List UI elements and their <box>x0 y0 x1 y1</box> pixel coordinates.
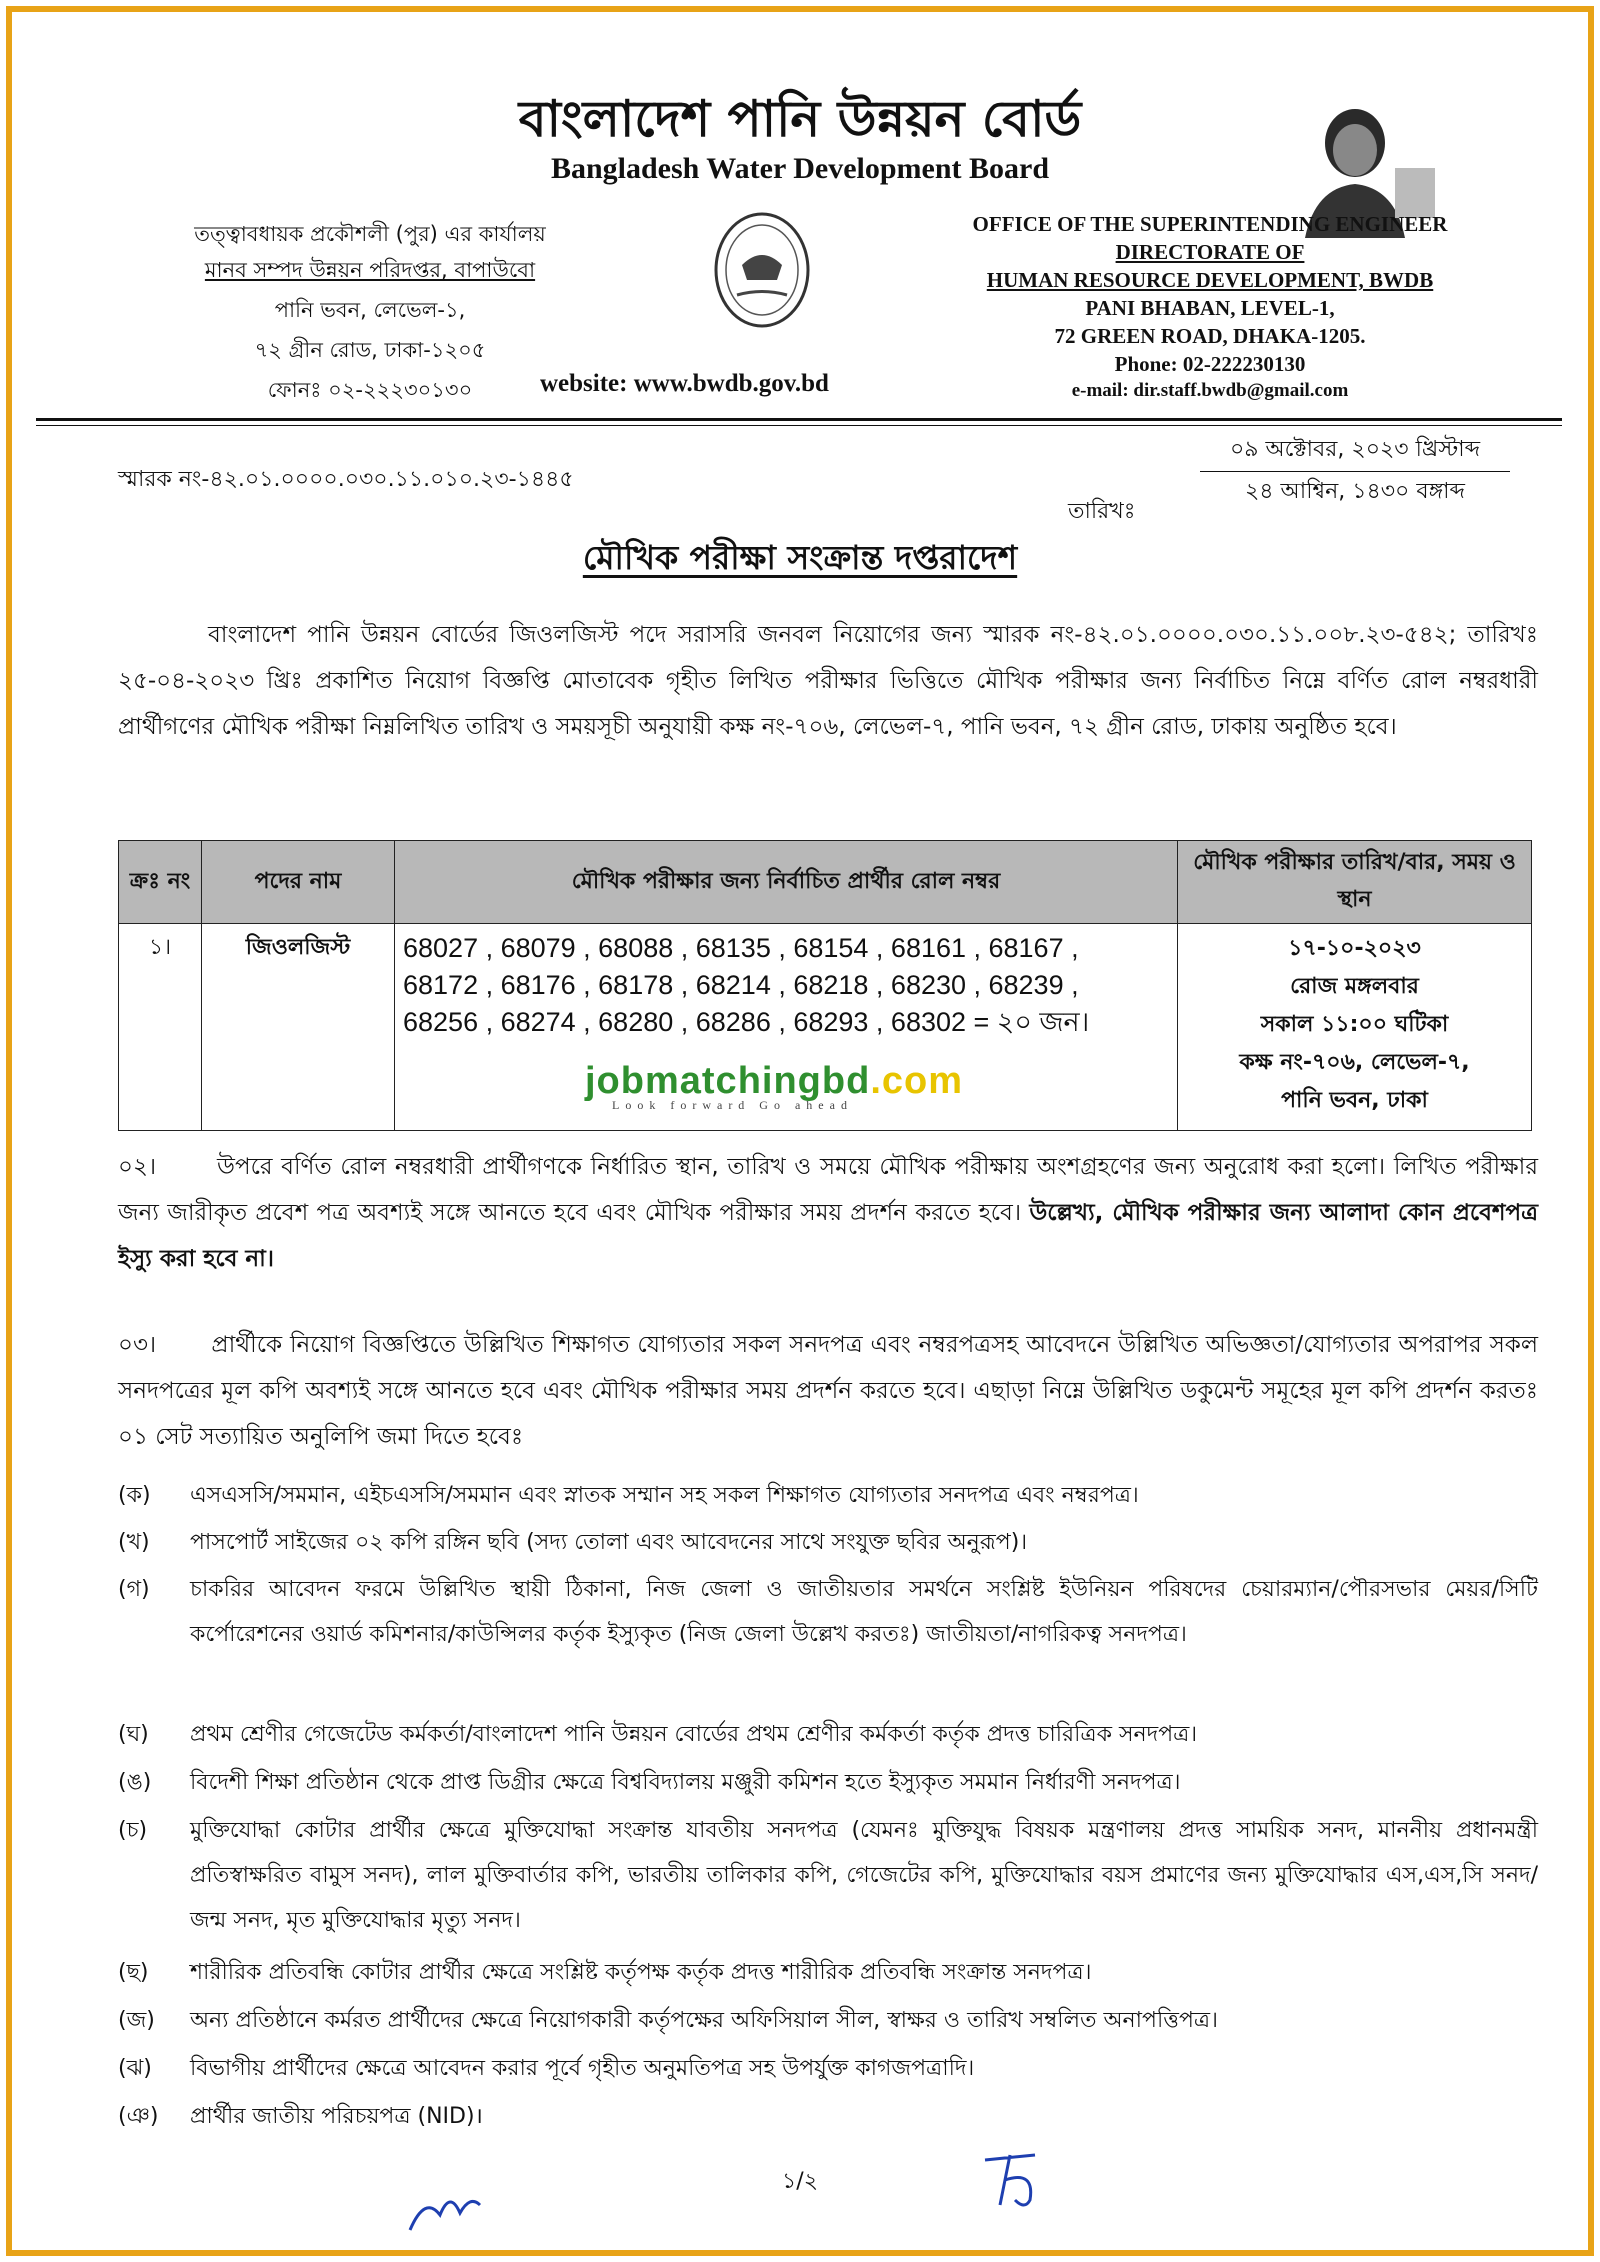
col-serial: ক্রঃ নং <box>119 841 202 924</box>
schedule-place: পানি ভবন, ঢাকা <box>1281 1088 1428 1113</box>
roll-line: 68256 , 68274 , 68280 , 68286 , 68293 , 68302 = ২০ জন। <box>403 1007 1090 1037</box>
list-item: (ছ) শারীরিক প্রতিবন্ধি কোটার প্রার্থীর ক্ষেত্রে সংশ্লিষ্ট কর্তৃপক্ষ কর্তৃক প্রদত্ত শারীরিক প্রতিবন্ধি সংক্রান্ত সনদপত্র। <box>118 1960 1092 1985</box>
list-item: (ঞ) প্রার্থীর জাতীয় পরিচয়পত্র (NID)। <box>118 2104 483 2129</box>
list-item: (চ) মুক্তিযোদ্ধা কোটার প্রার্থীর ক্ষেত্রে মুক্তিযোদ্ধা সংক্রান্ত যাবতীয় সনদপত্র (যেমনঃ মুক্তিযুদ্ধ বিষয়ক মন্ত্রণালয় প্রদত্ত সাময়িক সনদ, মাননীয় প্রধানমন্ত্রী প্রতিস্বাক্ষরিত বামুস সনদ), লাল মুক্তিবার্তার কপি, ভারতীয় তালিকার কপি, গেজেটের কপি, মুক্তিযোদ্ধার বয়স প্রমাণের জন্য মুক্তিযোদ্ধার এস,এস,সি সনদ/জন্ম সনদ, মৃত মুক্তিযোদ্ধার মৃত্যু সনদ। <box>118 1818 1538 1933</box>
list-item: (খ) পাসপোর্ট সাইজের ০২ কপি রঙ্গিন ছবি (সদ্য তোলা এবং আবেদনের সাথে সংযুক্ত ছবির অনুরূপ)। <box>118 1530 1028 1555</box>
org-name-bn: বাংলাদেশ পানি উন্নয়ন বোর্ড <box>518 90 1082 148</box>
road-en: 72 GREEN ROAD, DHAKA-1205. <box>1054 324 1366 348</box>
watermark-logo: jobmatchingbd.com <box>585 1060 964 1102</box>
building-bn: পানি ভবন, লেভেল-১, <box>274 298 466 322</box>
paragraph-3: ০৩। প্রার্থীকে নিয়োগ বিজ্ঞপ্তিতে উল্লিখিত শিক্ষাগত যোগ্যতার সকল সনদপত্র এবং নম্বরপত্রসহ আবেদনে উল্লিখিত অভিজ্ঞতা/যোগ্যতার অপরাপর সকল সনদপত্রের মূল কপি অবশ্যই সঙ্গে আনতে হবে এবং মৌখিক পরীক্ষার সময় প্রদর্শন করতে হবে। এছাড়া নিম্নে উল্লিখিত ডকুমেন্ট সমূহের মূল কপি প্রদর্শন করতঃ ০১ সেট সত্যায়িত অনুলিপি জমা দিতে হবেঃ <box>118 1332 1538 1450</box>
date-bangla: ২৪ আশ্বিন, ১৪৩০ বঙ্গাব্দ <box>1244 479 1466 504</box>
road-bn: ৭২ গ্রীন রোড, ঢাকা-১২০৫ <box>254 338 486 362</box>
intro-paragraph: বাংলাদেশ পানি উন্নয়ন বোর্ডের জিওলজিস্ট পদে সরাসরি জনবল নিয়োগের জন্য স্মারক নং-৪২.০১.০০০০.০৩০.১১.০০৮.২৩-৫৪২; তারিখঃ ২৫-০৪-২০২৩ খ্রিঃ প্রকাশিত নিয়োগ বিজ্ঞপ্তি মোতাবেক গৃহীত লিখিত পরীক্ষার ভিত্তিতে মৌখিক পরীক্ষার জন্য নির্বাচিত নিম্নে বর্ণিত রোল নম্বরধারী প্রার্থীগণের মৌখিক পরীক্ষা নিম্নলিখিত তারিখ ও সময়সূচী অনুযায়ী কক্ষ নং-৭০৬, লেভেল-৭, পানি ভবন, ৭২ গ্রীন রোড, ঢাকায় অনুষ্ঠিত হবে। <box>118 622 1538 740</box>
paragraph-2: ০২। উপরে বর্ণিত রোল নম্বরধারী প্রার্থীগণকে নির্ধারিত স্থান, তারিখ ও সময়ে মৌখিক পরীক্ষায় অংশগ্রহণের জন্য অনুরোধ করা হলো। লিখিত পরীক্ষার জন্য জারীকৃত প্রবেশ পত্র অবশ্যই সঙ্গে আনতে হবে এবং মৌখিক পরীক্ষার সময় প্রদর্শন করতে হবে। উল্লেখ্য, মৌখিক পরীক্ষার জন্য আলাদা কোন প্রবেশপত্র ইস্যু করা হবে না। <box>118 1154 1539 1272</box>
cell-post: জিওলজিস্ট <box>202 924 395 1131</box>
schedule-time: সকাল ১১:০০ ঘটিকা <box>1260 1012 1449 1037</box>
list-item: (ক) এসএসসি/সমমান, এইচএসসি/সমমান এবং স্নাতক সম্মান সহ সকল শিক্ষাগত যোগ্যতার সনদপত্র এবং নম্বরপত্র। <box>118 1483 1139 1508</box>
col-roll: মৌখিক পরীক্ষার জন্য নির্বাচিত প্রার্থীর রোল নম্বর <box>395 841 1178 924</box>
signature-icon <box>975 2140 1055 2210</box>
cell-serial: ১। <box>119 924 202 1131</box>
header-rule <box>36 418 1562 421</box>
page-title: মৌখিক পরীক্ষা সংক্রান্ত দপ্তরাদেশ <box>582 538 1018 577</box>
roll-line: 68027 , 68079 , 68088 , 68135 , 68154 , 68161 , 68167 , <box>403 933 1079 963</box>
watermark-tagline: Look forward Go ahead <box>612 1098 853 1112</box>
org-name-en: Bangladesh Water Development Board <box>550 152 1050 185</box>
schedule-date: ১৭-১০-২০২৩ <box>1288 936 1421 961</box>
hrd-en: HUMAN RESOURCE DEVELOPMENT, BWDB <box>986 268 1434 292</box>
phone-bn: ফোনঃ ০২-২২২৩০১৩০ <box>267 378 473 402</box>
phone-en: Phone: 02-222230130 <box>1114 352 1306 376</box>
memo-number: স্মারক নং-৪২.০১.০০০০.০৩০.১১.০১০.২৩-১৪৪৫ <box>118 467 574 492</box>
table-header-row <box>119 841 1532 924</box>
office-name-en: OFFICE OF THE SUPERINTENDING ENGINEER <box>972 212 1448 236</box>
schedule-room: কক্ষ নং-৭০৬, লেভেল-৭, <box>1239 1050 1470 1075</box>
cell-schedule <box>1178 924 1532 1131</box>
building-en: PANI BHABAN, LEVEL-1, <box>1085 296 1335 320</box>
list-item: (ঝ) বিভাগীয় প্রার্থীদের ক্ষেত্রে আবেদন করার পূর্বে গৃহীত অনুমতিপত্র সহ উপর্যুক্ত কাগজপত্রাদি। <box>118 2056 975 2081</box>
list-item: (জ) অন্য প্রতিষ্ঠানে কর্মরত প্রার্থীদের ক্ষেত্রে নিয়োগকারী কর্তৃপক্ষের অফিসিয়াল সীল, স্বাক্ষর ও তারিখ সম্বলিত অনাপত্তিপত্র। <box>118 2008 1218 2033</box>
office-name-bn: তত্ত্বাবধায়ক প্রকৌশলী (পুর) এর কার্যালয় <box>194 222 546 246</box>
email-en: e-mail: dir.staff.bwdb@gmail.com <box>1071 380 1349 401</box>
col-schedule: মৌখিক পরীক্ষার তারিখ/বার, সময় ও স্থান <box>1178 841 1532 924</box>
signature-initial-icon <box>405 2185 485 2235</box>
col-post: পদের নাম <box>202 841 395 924</box>
schedule-day: রোজ মঙ্গলবার <box>1290 974 1419 999</box>
date-gregorian: ০৯ অক্টোবর, ২০২৩ খ্রিস্টাব্দ <box>1200 432 1510 472</box>
date-label: তারিখঃ <box>1068 499 1136 524</box>
list-item: (গ) চাকরির আবেদন ফরমে উল্লিখিত স্থায়ী ঠিকানা, নিজ জেলা ও জাতীয়তার সমর্থনে সংশ্লিষ্ট ইউনিয়ন পরিষদের চেয়ারম্যান/পৌরসভার মেয়র/সিটি কর্পোরেশনের ওয়ার্ড কমিশনার/কাউন্সিলর কর্তৃক ইস্যুকৃত (নিজ জেলা উল্লেখ করতঃ) জাতীয়তা/নাগরিকত্ব সনদপত্র। <box>118 1577 1539 1647</box>
page-number: ১/২ <box>782 2169 818 2194</box>
bwdb-seal-icon <box>712 210 812 330</box>
list-item: (ঙ) বিদেশী শিক্ষা প্রতিষ্ঠান থেকে প্রাপ্ত ডিগ্রীর ক্ষেত্রে বিশ্ববিদ্যালয় মঞ্জুরী কমিশন হতে ইস্যুকৃত সমমান নির্ধারণী সনদপত্র। <box>118 1770 1181 1795</box>
website: website: www.bwdb.gov.bd <box>540 370 829 397</box>
header-rule-thin <box>36 425 1562 426</box>
directorate-en: DIRECTORATE OF <box>1115 240 1305 264</box>
roll-line: 68172 , 68176 , 68178 , 68214 , 68218 , 68230 , 68239 , <box>403 970 1079 1000</box>
directorate-bn: মানব সম্পদ উন্নয়ন পরিদপ্তর, বাপাউবো <box>204 258 536 282</box>
list-item: (ঘ) প্রথম শ্রেণীর গেজেটেড কর্মকর্তা/বাংলাদেশ পানি উন্নয়ন বোর্ডের প্রথম শ্রেণীর কর্মকর্তা কর্তৃক প্রদত্ত চারিত্রিক সনদপত্র। <box>118 1722 1198 1747</box>
